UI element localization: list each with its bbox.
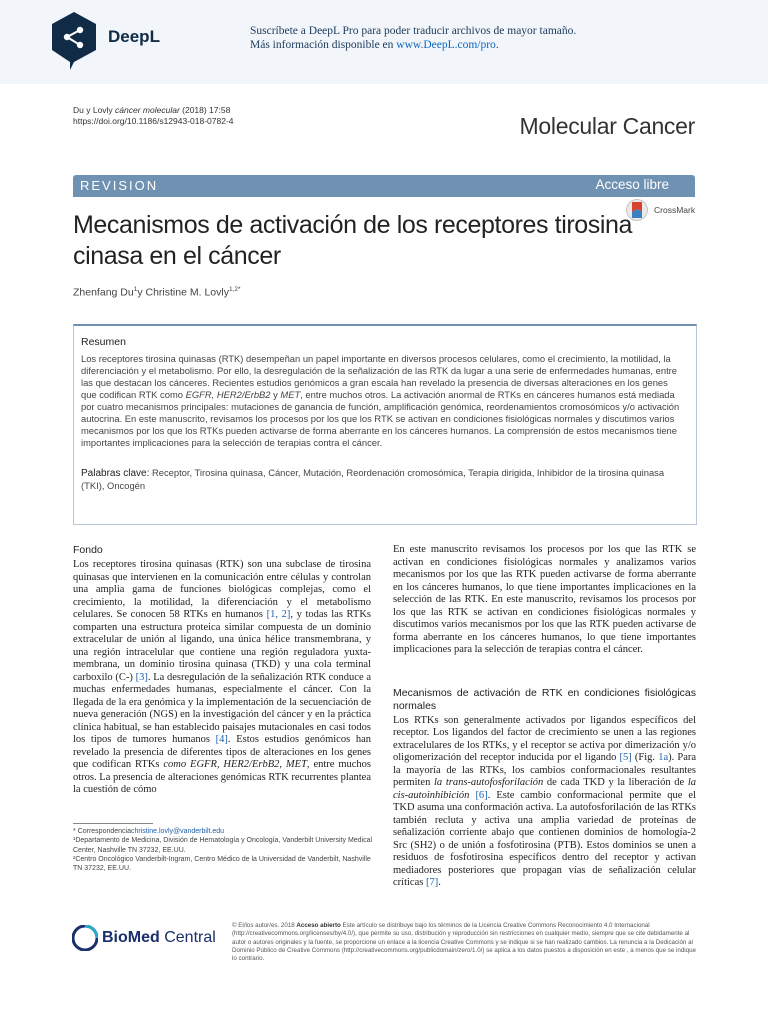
section-heading-background: Fondo <box>73 544 103 556</box>
doi-link[interactable]: https://doi.org/10.1186/s12943-018-0782-4 <box>73 116 234 126</box>
mechanisms-cis: la cis-autoinhibición <box>393 777 697 801</box>
keywords-list: Receptor, Tirosina quinasa, Cáncer, Mutación, Reordenación cromosómica, Terapia dirigida, Inhibidor de la tirosina quinasa (TKI), Oncogén <box>81 467 665 491</box>
license-body: Este artículo se distribuye bajo los términos de la Licencia Creative Commons Reconocimiento 4.0 Internacional (http://creativecommons.org/licenses/by/4.0/), que permite su uso, distribución y reproducción sin restricciones en cualquier medio, siempre que se cite debidamente al autor o autores originales y la fuente, se proporcione un enlace a la licencia Creative Commons y se indique si se han realizado cambios. La renuncia a la Dedicación al Dominio Público de Creative Commons (http://creativecommons.org/publicdomain/zero/1.0/) se aplica a los datos puestos a disposición en este , a menos que se indique lo contrario. <box>232 922 696 963</box>
mechanisms-text-3: ). Para la mayoría de las RTKs, los cambios conformacionales resultantes permiten <box>393 752 697 788</box>
citation-line <box>73 105 234 116</box>
promo-line-1: Suscríbete a DeepL Pro para poder traducir archivos de mayor tamaño. <box>250 25 577 37</box>
background-text-4: . Estos estudios genómicos han revelado la presencia de diferentes tipos de alteraciones en los genes que codifican RTKs <box>73 734 372 770</box>
article-authors <box>73 286 241 299</box>
affiliation-1: ¹Departamento de Medicina, División de Hematología y Oncología, Vanderbilt University Medical Center, Nashville TN 37232, EE.UU. <box>73 837 373 854</box>
background-text-1: Los receptores tirosina quinasas (RTK) son una subclase de tirosina quinasas que intervienen en la comunicación entre células y controlan una amplia gama de funciones biológicas complejas, como el crecimiento, la motilidad, la diferenciación y el metabolismo celulares. Se conocen 58 RTKs en humanos <box>73 559 371 620</box>
deepl-logo-icon <box>48 10 100 72</box>
abstract-gene-met: MET <box>280 389 301 400</box>
promo-line-2-prefix: Más información disponible en <box>250 39 397 51</box>
article-type: REVISION <box>80 178 159 193</box>
abstract-text-2: y <box>270 389 281 400</box>
footnote-divider <box>73 823 153 824</box>
open-access-label: Acceso libre <box>595 177 669 192</box>
article-type-bar <box>73 175 695 197</box>
deepl-banner <box>0 0 768 84</box>
abstract-genes: EGFR, HER2/ErbB2 <box>185 389 271 400</box>
abstract-text-3: , entre muchos otros. La activación anormal de RTKs en cánceres humanos está mediada por cuatro mecanismos principales: mutaciones de ganancia de función, amplificación genómica, reordenamientos cromosómicos y/o activación autocrina. En este manuscrito, revisamos los procesos por los que los RTK se activan en condiciones fisiológicas normales y discutimos varios mecanismos por los que los RTKs pueden activarse de forma aberrante en los cánceres humanos. La comprensión de estos mecanismos tiene importantes implicaciones para la selección de terapias contra el cáncer. <box>81 389 680 448</box>
article-title: Mecanismos de activación de los receptores tirosina cinasa en el cáncer <box>73 211 633 270</box>
license-text <box>232 922 697 963</box>
promo-line-2 <box>250 38 576 52</box>
publisher-name-rest: Central <box>159 929 216 946</box>
background-text-2: , y todas las RTKs comparten una estructura proteica similar compuesta de un dominio extracelular de unión al ligando, una única hélice transmembrana, y una región intracelular que contiene una región reguladora yuxta-membrana, un dominio tirosina quinasa (TKD) y una cola terminal carboxilo (C-) <box>73 609 371 683</box>
article-citation <box>73 105 234 127</box>
mechanisms-paragraph <box>393 715 696 890</box>
keywords <box>81 467 685 492</box>
deepl-brand-name: DeepL <box>108 27 160 46</box>
citation-journal: cáncer molecular <box>115 105 180 115</box>
body-column-right <box>393 544 696 890</box>
author-1: Zhenfang Du <box>73 286 134 299</box>
deepl-promo-text <box>250 24 576 52</box>
license-prefix: © El/los autor/es. 2018 <box>232 922 297 929</box>
publisher-name <box>102 929 216 947</box>
mechanisms-text-5: . Este cambio conformacional permite que el TKD asuma una conformación activa. La autofosforilación de las RTKs también recluta y activa una amplia variedad de proteínas de señalización corriente abajo que contienen dominios de homología-2 Src (SH2) o de unión a fosfotirosina (PTB). Estos dominios se unen a residuos de fosfotirosina específicos dentro del receptor y activan mediadores posteriores que propagan vías de señalización celular críticas <box>393 789 697 888</box>
mechanisms-text-6: . <box>438 877 441 888</box>
citation-link[interactable]: [6] <box>475 789 488 801</box>
citation-authors: Du y Lovly <box>73 105 116 115</box>
mechanisms-text-4: de cada TKD y la liberación de <box>543 777 688 788</box>
background-paragraph <box>73 559 371 797</box>
keywords-label: Palabras clave: <box>81 468 150 479</box>
citation-link[interactable]: [4] <box>215 734 228 745</box>
citation-link[interactable]: [5] <box>619 752 632 763</box>
abstract-body <box>81 353 685 449</box>
citation-link[interactable]: [3] <box>135 671 148 683</box>
body-column-left <box>73 544 372 797</box>
license-open-access: Acceso abierto <box>296 922 341 929</box>
biomed-central-icon <box>72 925 98 951</box>
author-2: y Christine M. Lovly <box>137 286 229 299</box>
author-2-affiliation: 1,2* <box>228 286 241 293</box>
figure-link[interactable]: 1a <box>658 752 669 763</box>
promo-line-2-suffix: . <box>495 39 499 51</box>
section-heading-mechanisms: Mecanismos de activación de RTK en condiciones fisiológicas normales <box>393 686 696 712</box>
journal-name: Molecular Cancer <box>519 113 695 139</box>
author-1-affiliation: 1 <box>133 286 138 293</box>
mechanisms-trans: la trans-autofosforilación <box>434 777 544 788</box>
correspondence-email-link[interactable]: christine.lovly@vanderbilt.edu <box>130 828 225 835</box>
footnotes <box>73 827 373 873</box>
abstract-text-1: Los receptores tirosina quinasas (RTK) desempeñan un papel importante en diversos procesos celulares, como el crecimiento, la motilidad, la diferenciación y el metabolismo. Por ello, la desregulación de la señalización de las RTK da lugar a una serie de enfermedades humanas, entre las que destacan los cánceres. Recientes estudios genómicos a gran escala han revelado la presencia de diversas alteraciones en los genes que codifican RTK como <box>81 353 678 400</box>
correspondence <box>73 827 373 836</box>
citation-volume: (2018) 17:58 <box>179 105 231 115</box>
correspondence-label: * Correspondencia <box>73 828 131 835</box>
publisher-name-bold: BioMed <box>102 929 160 946</box>
background-genes: como EGFR, HER2/ErbB2, MET <box>163 759 307 770</box>
citation-link[interactable]: [7] <box>425 877 439 888</box>
mechanisms-text-2: (Fig. <box>631 752 659 763</box>
intro-paragraph: En este manuscrito revisamos los procesos por los que las RTK se activan en condiciones fisiológicas normales y analizamos varios mecanismos por los que las RTK pueden activarse de forma aberrante en los cánceres humanos, lo que tiene importantes implicaciones en la selección de las RTK. En este manuscrito, revisamos los procesos por los que las RTK se activan en condiciones fisiológicas normales y discutimos varios mecanismos por los que las RTK pueden activarse de forma aberrante en los cánceres humanos, lo que tiene importantes implicaciones para la selección de terapias contra el cáncer. <box>393 544 696 655</box>
crossmark-label: CrossMark <box>654 205 696 215</box>
background-text-3: . La desregulación de la señalización RTK conduce a muchas enfermedades humanas, especialmente el cáncer. Con la llegada de la era genómica y la implementación de la secuenciación de nueva generación (NGS) en la investigación del cáncer y en la práctica clínica habitual, se han establecido paisajes mutacionales en casi todos los tipos de tumores humanos <box>73 671 371 745</box>
deepl-pro-link[interactable]: www.DeepL.com/pro <box>396 39 496 51</box>
abstract-box <box>73 324 697 525</box>
abstract-heading: Resumen <box>81 336 126 348</box>
affiliation-2: ²Centro Oncológico Vanderbilt-Ingram, Centro Médico de la Universidad de Vanderbilt, Nashville TN 37232, EE.UU. <box>73 855 371 873</box>
mechanisms-text-1: Los RTKs son generalmente activados por ligandos específicos del receptor. Los ligandos del factor de crecimiento se unen a las regiones extracelulares de los RTKs, y el receptor se activa por dimerización y/o oligomerización del receptor inducida por el ligando <box>393 714 696 763</box>
citation-link[interactable]: [1, 2] <box>266 609 291 620</box>
background-text-5: , entre muchos otros. La presencia de alteraciones genómicas RTK recurrentes plantea la cuestión de cómo <box>73 759 371 795</box>
